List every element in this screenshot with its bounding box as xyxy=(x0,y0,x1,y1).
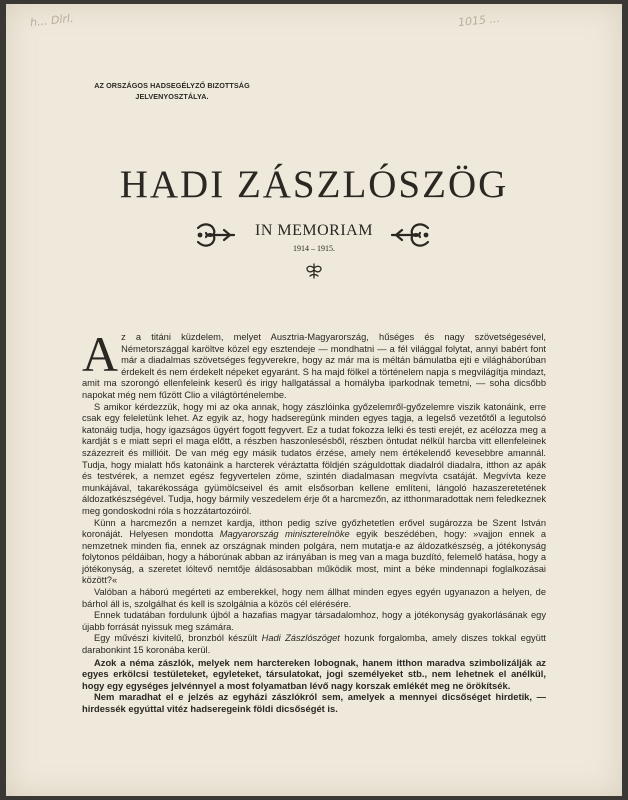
years-label: 1914 – 1915. xyxy=(293,244,335,253)
paragraph-2: S amikor kérdezzük, hogy mi az oka annak, hogy zászlóinka győzelemről-győzelemre viszik katonáink, erre csak egy feleletünk lehet. Az egyik az, hogy hadseregünk minden egyes tagja, a legelső vezetőtől a legutolsó katonáig tudja, hogy igazságos ügyért fogott fegyvert. Ez a tudat fokozza lelki és testi erejét, ez acélozza meg a kardját s e miatt sepri el maga előtt, a részben haszonlesésből, részben öntudat nélkül harcba vitt ellenfeleinek százezreit és millióit. De van még egy másik tudatos érzése, amely nem értékelendő kevesebbre amannál. Tudja, hogy mialatt hős katonáink a harcterek véráztatta földjén száguldottak diadalról diadalra, itthon az apák és testvérek, a nemzet egész fegyvertelen zöme, szintén diadalmasan megvívta csatáját. Megvívta keze munkájával, takarékossága gyümölcseivel és amit elsősorban kellene említeni, lángoló hazaszeretetének áldozatkészségével. Tudja, hogy bármily veszedelem érje őt a harcmezőn, az itthonmaradottak nem feledkeznek meg gondoskodni róla s hozzátartozóiról. xyxy=(82,401,546,516)
fleuron-right-icon xyxy=(390,220,432,250)
paragraph-4: Valóban a háború megérteti az emberekkel, hogy nem állhat minden egyes egyén ugyanazon a helyen, de bárhol áll is, szolgálhat és kell is szolgálnia a közös cél elérésére. xyxy=(82,587,546,609)
paragraph-8: Nem maradhat el e jelzés az egyházi zászlókról sem, amelyek a mennyei dicsőséget hirdetik, — hirdessék egyúttal vitéz hadseregeink földi dicsőségét is. xyxy=(82,691,546,714)
paragraph-6: Egy művészi kivitelű, bronzból készült Hadi Zászlószöget hozunk forgalomba, amely diszes tokkal együtt darabonkint 15 koronába kerül. xyxy=(82,633,546,656)
paragraph-5: Ennek tudatában fordulunk újból a hazafias magyar társadalomhoz, hogy a jótékonyság gyakorlásának egy újabb forrását nyissuk meg számára. xyxy=(82,610,546,632)
issuer-line-1: AZ ORSZÁGOS HADSEGÉLYZŐ BIZOTTSÁG xyxy=(94,81,250,90)
small-fleuron-icon xyxy=(303,262,325,280)
memoriam-subtitle: IN MEMORIAM xyxy=(255,222,373,239)
document-title: HADI ZÁSZLÓSZÖG xyxy=(119,163,509,206)
paragraph-7: Azok a néma zászlók, melyek nem harctereken lobognak, hanem itthon maradva szimbolizálják az egyes erkölcsi testületeket, egyleteket, társulatokat, jogi személyeket stb., nem lehetnek el anélkül, hogy egy egységes jelvénnyel a most folyamatban lévő nagy korszak emlékét meg ne örökítsék. xyxy=(82,656,546,691)
drop-cap: A xyxy=(82,326,119,382)
paragraph-1: Az a titáni küzdelem, melyet Ausztria-Magyarország, hűséges és nagy szövetségesével, Németországgal karöltve közel egy esztendeje — mondhatni — a fél világgal folytat, annyi babért font már a diadalmas szövetséges fegyverekre, hogy az már ma is méltán bámulatba ejti e világháborúban érdekelt és nem érdekelt népeket egyaránt. S ha majd fölkel a történelem napja s megvilágítja mindazt, amit ma szorongó ellenfeleink keserű és irigy hallgatással a homályba iparkodnak temetni, — soha dicsőbb napokat még nem fűzött Clio a világtörténelembe. xyxy=(82,326,546,400)
issuer-line-2: JELVENYOSZTÁLYA. xyxy=(135,92,209,101)
pencil-note-left: h... Dlrl. xyxy=(29,11,75,30)
memoriam-block xyxy=(6,220,622,260)
paragraph-3: Künn a harcmezőn a nemzet kardja, itthon pedig szíve győzhetetlen erővel sugározza be Szent István koronáját. Helyesen mondotta Magyarország miniszterelnöke egyik beszédében, hogy: »vajjon ennek a nemzetnek minden fia, ennek az országnak minden polgára, nem mutatja-e az áldozatkészség, a jótékonyság folytonos példáiban, hogy a háborúnak abban az irányában is meg van a maga buzdító, felemelő hatása, hogy a jótékonyság, a szeretet lóltevő nemtője áldásosabban működik most, mint a béke mindennapi foglalkozásai között?« xyxy=(82,517,547,586)
pencil-note-right: 1015 ... xyxy=(457,11,501,30)
document-page xyxy=(6,4,622,796)
body-text xyxy=(82,326,547,715)
issuer-header xyxy=(72,80,272,102)
